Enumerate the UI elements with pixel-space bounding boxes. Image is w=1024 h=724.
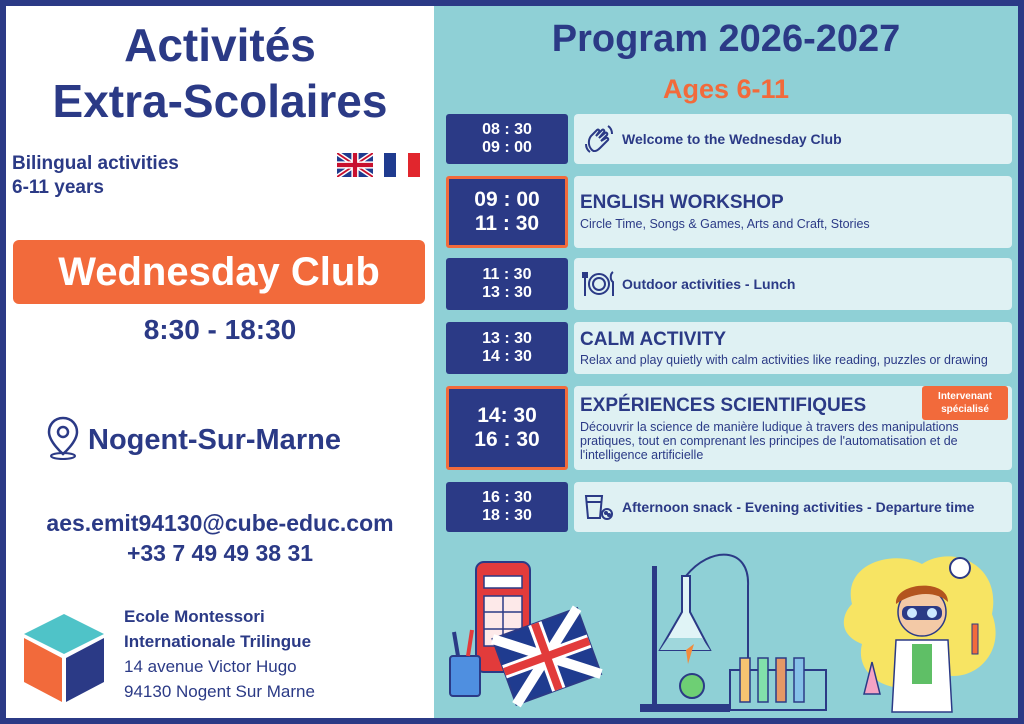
time-start: 08 : 30 bbox=[482, 121, 532, 138]
waving-hand-icon bbox=[582, 122, 616, 161]
time-end: 13 : 30 bbox=[482, 284, 532, 301]
title-line2: Extra-Scolaires bbox=[52, 75, 388, 127]
activity-description: Relax and play quietly with calm activities like reading, puzzles or drawing bbox=[580, 353, 988, 367]
school-name-line2: Internationale Trilingue bbox=[124, 632, 312, 651]
activity-label: Afternoon snack - Evening activities - Departure time bbox=[622, 499, 975, 515]
address-line1: 14 avenue Victor Hugo bbox=[124, 657, 297, 676]
chemistry-lab-illustration bbox=[630, 546, 830, 716]
time-start: 09 : 00 bbox=[474, 188, 540, 211]
location-pin-icon bbox=[46, 416, 80, 465]
location bbox=[46, 416, 341, 465]
ages-label: Ages 6-11 bbox=[662, 74, 790, 104]
time-start: 14: 30 bbox=[477, 404, 537, 427]
activity-label: Welcome to the Wednesday Club bbox=[622, 131, 842, 147]
snack-cup-icon bbox=[582, 492, 614, 527]
london-phone-booth-book-illustration bbox=[442, 552, 612, 712]
wednesday-club-banner: Wednesday Club bbox=[13, 240, 425, 304]
school-logo-icon bbox=[20, 610, 108, 711]
subtitle-line2: 6-11 years bbox=[12, 177, 104, 198]
uk-flag-icon bbox=[337, 153, 373, 177]
schedule-row bbox=[446, 258, 1012, 310]
program-title: Program 2026-2027 bbox=[551, 18, 901, 60]
time-start: 16 : 30 bbox=[482, 489, 532, 506]
activity-description: Circle Time, Songs & Games, Arts and Craft, Stories bbox=[580, 217, 870, 231]
schedule-row bbox=[446, 114, 1012, 164]
title-line1: Activités bbox=[124, 19, 316, 71]
time-end: 11 : 30 bbox=[474, 212, 540, 235]
activity-card bbox=[574, 322, 1012, 374]
activity-card bbox=[574, 176, 1012, 248]
badge-line2: spécialisé bbox=[941, 404, 989, 415]
time-end: 09 : 00 bbox=[482, 139, 532, 156]
activity-label: Outdoor activities - Lunch bbox=[622, 276, 796, 292]
activity-heading: ENGLISH WORKSHOP bbox=[580, 192, 784, 213]
time-end: 16 : 30 bbox=[474, 428, 540, 451]
activity-heading: EXPÉRIENCES SCIENTIFIQUES bbox=[580, 395, 867, 416]
left-panel bbox=[6, 6, 434, 718]
club-hours: 8:30 - 18:30 bbox=[143, 314, 297, 345]
specialist-badge bbox=[922, 386, 1008, 420]
time-start: 11 : 30 bbox=[482, 266, 532, 283]
time-box bbox=[446, 114, 568, 164]
subtitle-line1: Bilingual activities bbox=[12, 153, 179, 174]
location-text: Nogent-Sur-Marne bbox=[88, 424, 341, 456]
time-box bbox=[446, 258, 568, 310]
address-line2: 94130 Nogent Sur Marne bbox=[124, 682, 315, 701]
school-name-line1: Ecole Montessori bbox=[124, 607, 265, 626]
france-flag-icon bbox=[384, 153, 420, 177]
activity-description: Découvrir la science de manière ludique à travers des manipulations pratiques, tout en comprenant les principes de l'automatisation et de l'intelligence artificielle bbox=[580, 420, 959, 462]
subtitle bbox=[12, 152, 179, 200]
activity-card bbox=[574, 114, 1012, 164]
phone-number[interactable]: +33 7 49 49 38 31 bbox=[126, 540, 314, 566]
schedule-row bbox=[446, 482, 1012, 532]
activity-heading: CALM ACTIVITY bbox=[580, 329, 727, 350]
activity-card bbox=[574, 258, 1012, 310]
kid-scientist-illustration bbox=[832, 544, 1012, 714]
email-link[interactable]: aes.emit94130@cube-educ.com bbox=[46, 510, 394, 536]
badge-line1: Intervenant bbox=[938, 391, 992, 402]
plate-cutlery-icon bbox=[582, 268, 616, 305]
schedule-row bbox=[446, 322, 1012, 374]
schedule-row bbox=[446, 176, 1012, 248]
time-box bbox=[446, 482, 568, 532]
time-end: 18 : 30 bbox=[482, 507, 532, 524]
time-box bbox=[446, 176, 568, 248]
right-panel bbox=[434, 6, 1018, 718]
school-info bbox=[124, 604, 315, 704]
time-end: 14 : 30 bbox=[482, 348, 532, 365]
time-box bbox=[446, 322, 568, 374]
time-start: 13 : 30 bbox=[482, 330, 532, 347]
activity-card bbox=[574, 482, 1012, 532]
time-box bbox=[446, 386, 568, 470]
